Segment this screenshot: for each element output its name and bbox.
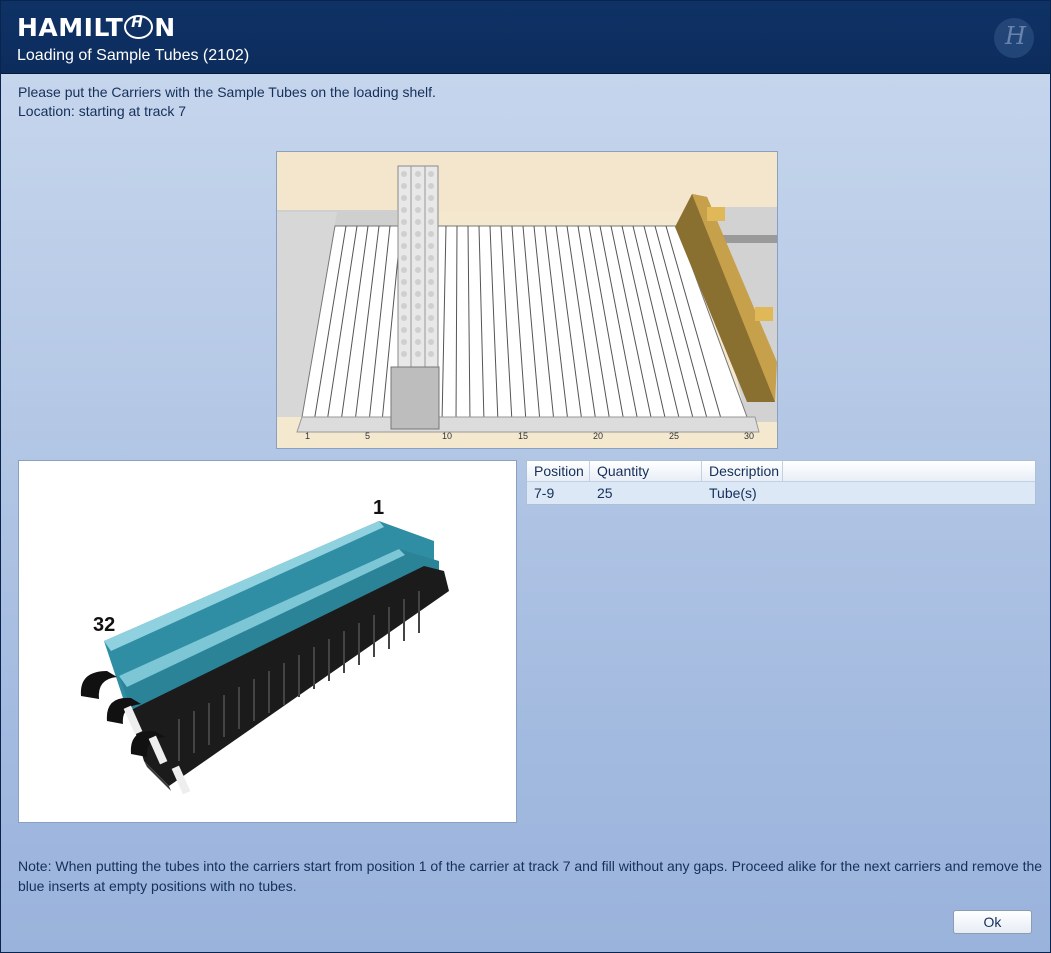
cell-position: 7-9 xyxy=(534,485,555,501)
carrier-position-first: 1 xyxy=(373,497,385,519)
track-label: 20 xyxy=(593,431,604,441)
track-label: 15 xyxy=(518,431,529,441)
ok-button[interactable]: Ok xyxy=(953,910,1032,934)
cell-quantity: 25 xyxy=(597,485,613,501)
sample-carrier-image xyxy=(19,461,516,822)
hamilton-logo: HAMILT H N xyxy=(17,13,176,42)
track-label: 1 xyxy=(305,431,311,441)
column-header-description[interactable]: Description xyxy=(702,461,783,481)
cell-description: Tube(s) xyxy=(709,485,757,501)
deck-layout-image xyxy=(277,152,777,448)
note-text: Note: When putting the tubes into the carriers start from position 1 of the carrier at track 7 and fill without any gaps. Proceed alike for the next carriers and remove the blue inserts at empty positions with no tubes. xyxy=(18,858,1043,894)
table-row[interactable] xyxy=(527,482,1035,504)
hamilton-emblem-icon: H xyxy=(994,18,1034,58)
location-text: Location: starting at track 7 xyxy=(18,103,187,119)
table-header xyxy=(527,461,1035,482)
column-header-quantity[interactable]: Quantity xyxy=(590,461,702,481)
track-label: 5 xyxy=(365,431,371,441)
track-label: 10 xyxy=(442,431,453,441)
deck-illustration xyxy=(276,151,778,449)
track-label: 25 xyxy=(669,431,680,441)
carriers-on-deck xyxy=(391,166,439,429)
track-label: 30 xyxy=(744,431,755,441)
title-bar xyxy=(1,1,1050,74)
instruction-text: Please put the Carriers with the Sample Tubes on the loading shelf. xyxy=(18,84,436,100)
carrier-position-last: 32 xyxy=(93,614,116,636)
column-header-position[interactable]: Position xyxy=(527,461,590,481)
loading-table xyxy=(526,460,1036,505)
carrier-illustration xyxy=(18,460,517,823)
dialog-title: Loading of Sample Tubes (2102) xyxy=(17,47,250,64)
